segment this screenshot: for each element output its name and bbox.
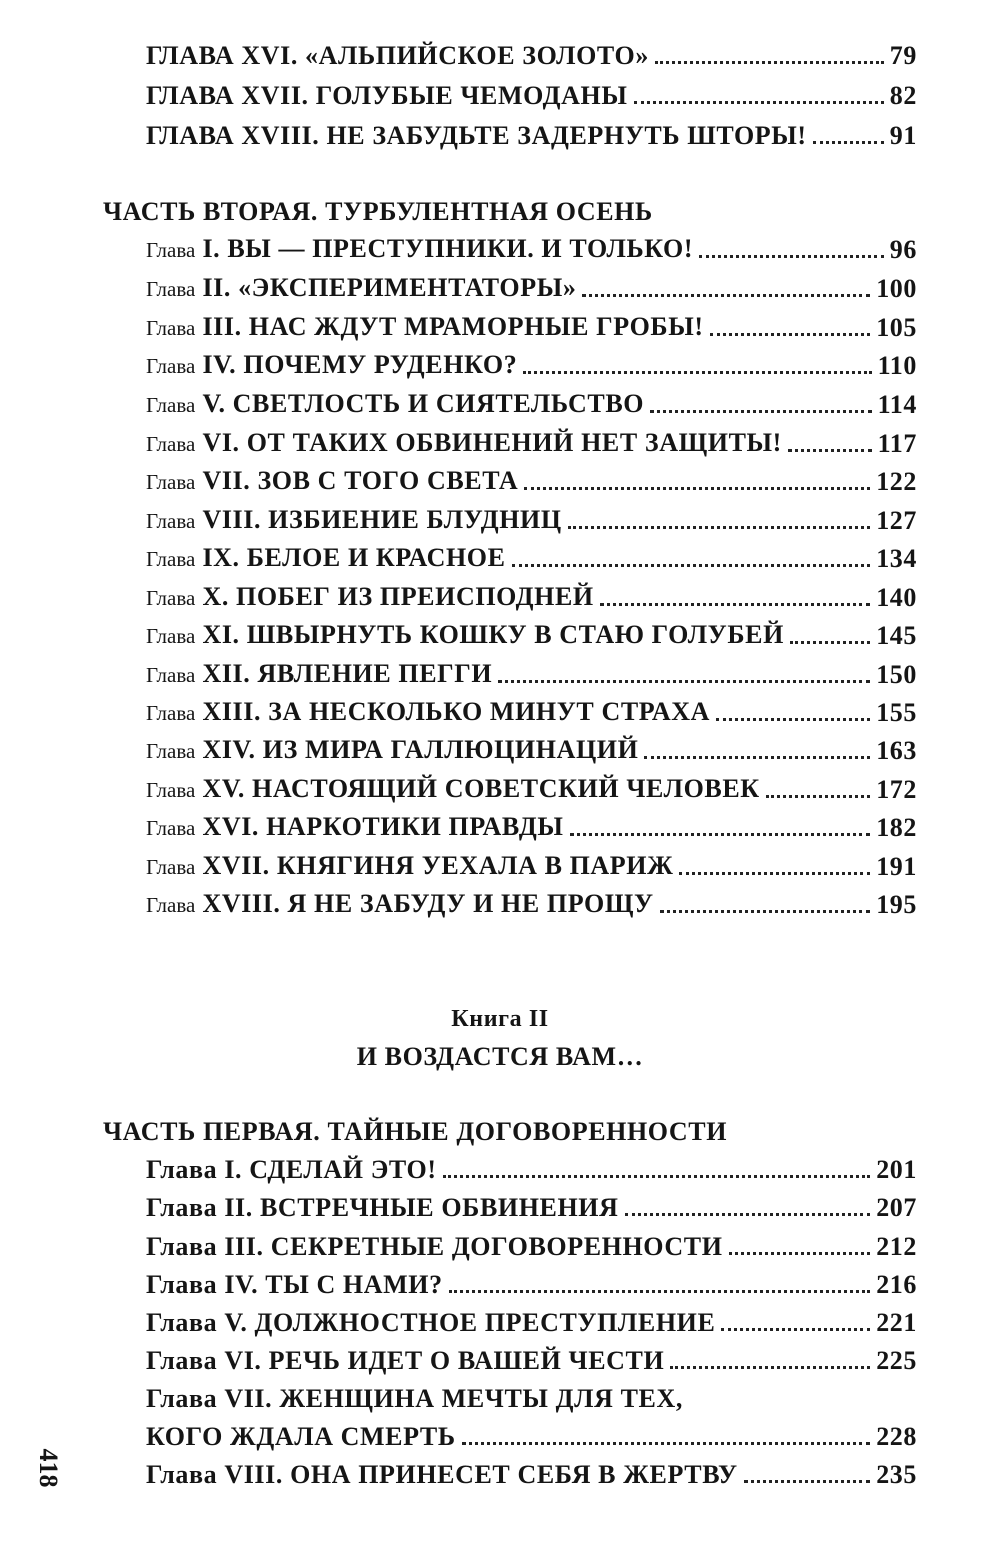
toc-entry <box>146 306 917 344</box>
toc-entry <box>146 806 917 844</box>
toc-entry <box>146 845 917 883</box>
chapter-title: Глава IV. ТЫ С НАМИ? <box>146 1270 443 1299</box>
page-number: 105 <box>876 313 917 342</box>
toc-entry <box>146 34 917 72</box>
part-heading: ЧАСТЬ ПЕРВАЯ. ТАЙНЫЕ ДОГОВОРЕННОСТИ <box>103 1117 728 1146</box>
page-number: 79 <box>889 41 917 70</box>
toc-entry <box>146 691 917 729</box>
chapter-title: ГЛАВА XVI. «АЛЬПИЙСКОЕ ЗОЛОТО» <box>146 41 649 70</box>
chapter-prefix: Глава <box>146 855 196 879</box>
chapter-title-continued: КОГО ЖДАЛА СМЕРТЬ <box>146 1422 456 1451</box>
dot-leader <box>699 255 884 258</box>
toc-entry <box>146 1225 917 1263</box>
page-number: 155 <box>876 698 917 727</box>
page-number: 127 <box>876 506 917 535</box>
toc-entry <box>146 228 917 266</box>
chapter-prefix: Глава <box>146 739 196 763</box>
chapter-prefix: Глава <box>146 470 196 494</box>
toc-entry <box>146 1148 917 1186</box>
page-number: 207 <box>876 1193 917 1222</box>
dot-leader <box>790 641 870 644</box>
chapter-title: V. СВЕТЛОСТЬ И СИЯТЕЛЬСТВО <box>202 389 645 418</box>
page-number: 114 <box>877 390 917 419</box>
chapter-title: XII. ЯВЛЕНИЕ ПЕГГИ <box>202 659 493 688</box>
toc-entry <box>146 499 917 537</box>
chapter-prefix: Глава <box>146 509 196 533</box>
chapter-title: XI. ШВЫРНУТЬ КОШКУ В СТАЮ ГОЛУБЕЙ <box>202 620 784 649</box>
chapter-prefix: Глава <box>146 238 196 262</box>
toc-entry <box>146 1186 917 1224</box>
toc-entry <box>146 1453 917 1491</box>
chapter-title: Глава VI. РЕЧЬ ИДЕТ О ВАШЕЙ ЧЕСТИ <box>146 1346 665 1375</box>
dot-leader <box>729 1252 871 1255</box>
toc-entry <box>146 883 917 921</box>
chapter-title: Глава VIII. ОНА ПРИНЕСЕТ СЕБЯ В ЖЕРТВУ <box>146 1460 738 1489</box>
chapter-prefix: Глава <box>146 432 196 456</box>
toc-entry-continuation <box>146 1415 917 1453</box>
dot-leader <box>710 333 871 336</box>
page-number: 163 <box>876 736 917 765</box>
toc-entry <box>146 653 917 691</box>
dot-leader <box>462 1442 871 1445</box>
dot-leader <box>512 564 871 567</box>
toc-entry <box>146 267 917 305</box>
page-number: 82 <box>889 81 917 110</box>
chapter-title: Глава II. ВСТРЕЧНЫЕ ОБВИНЕНИЯ <box>146 1193 619 1222</box>
chapter-prefix: Глава <box>146 277 196 301</box>
book-label: Книга II <box>451 1006 549 1032</box>
chapter-prefix: Глава <box>146 393 196 417</box>
page-number: 122 <box>876 467 917 496</box>
page-number: 235 <box>876 1460 917 1489</box>
toc-entry <box>146 768 917 806</box>
toc-entry <box>146 422 917 460</box>
chapter-title: Глава III. СЕКРЕТНЫЕ ДОГОВОРЕННОСТИ <box>146 1232 723 1261</box>
dot-leader <box>670 1366 870 1369</box>
chapter-title: XVII. КНЯГИНЯ УЕХАЛА В ПАРИЖ <box>202 851 674 880</box>
toc-entry <box>146 576 917 614</box>
part-heading: ЧАСТЬ ВТОРАЯ. ТУРБУЛЕНТНАЯ ОСЕНЬ <box>103 197 653 226</box>
chapter-prefix: Глава <box>146 547 196 571</box>
dot-leader <box>766 795 870 798</box>
toc-entry <box>146 614 917 652</box>
chapter-prefix: Глава <box>146 586 196 610</box>
dot-leader <box>443 1175 871 1178</box>
chapter-prefix: Глава <box>146 701 196 725</box>
chapter-title: Глава I. СДЕЛАЙ ЭТО! <box>146 1155 437 1184</box>
dot-leader <box>449 1290 870 1293</box>
page-number: 221 <box>876 1308 917 1337</box>
chapter-title: IV. ПОЧЕМУ РУДЕНКО? <box>202 350 518 379</box>
dot-leader <box>644 756 870 759</box>
dot-leader <box>788 449 872 452</box>
toc-entry <box>146 729 917 767</box>
toc-entry <box>146 114 917 152</box>
dot-leader <box>660 910 870 913</box>
chapter-title: XV. НАСТОЯЩИЙ СОВЕТСКИЙ ЧЕЛОВЕК <box>202 774 760 803</box>
chapter-prefix: Глава <box>146 663 196 687</box>
chapter-title: II. «ЭКСПЕРИМЕНТАТОРЫ» <box>202 273 577 302</box>
dot-leader <box>744 1480 870 1483</box>
dot-leader <box>813 141 884 144</box>
chapter-title: Глава VII. ЖЕНЩИНА МЕЧТЫ ДЛЯ ТЕХ, <box>146 1384 683 1413</box>
chapter-title: VIII. ИЗБИЕНИЕ БЛУДНИЦ <box>202 505 562 534</box>
chapter-title: X. ПОБЕГ ИЗ ПРЕИСПОДНЕЙ <box>202 582 594 611</box>
page-number: 145 <box>876 621 917 650</box>
page-number: 216 <box>876 1270 917 1299</box>
page-number: 182 <box>876 813 917 842</box>
page-number: 100 <box>876 274 917 303</box>
toc-entry <box>146 1263 917 1301</box>
toc-entry <box>146 1301 917 1339</box>
page-number: 117 <box>877 429 917 458</box>
dot-leader <box>721 1328 870 1331</box>
dot-leader <box>582 294 870 297</box>
chapter-title: VI. ОТ ТАКИХ ОБВИНЕНИЙ НЕТ ЗАЩИТЫ! <box>202 428 782 457</box>
dot-leader <box>523 371 871 374</box>
chapter-prefix: Глава <box>146 778 196 802</box>
toc-entry <box>146 74 917 112</box>
page-folio: 418 <box>34 1448 63 1488</box>
page-number: 134 <box>876 544 917 573</box>
book-title: И ВОЗДАСТСЯ ВАМ… <box>356 1042 644 1071</box>
page-number: 96 <box>889 235 917 264</box>
page-number: 195 <box>876 890 917 919</box>
chapter-prefix: Глава <box>146 893 196 917</box>
dot-leader <box>600 603 870 606</box>
chapter-title: XVI. НАРКОТИКИ ПРАВДЫ <box>202 812 564 841</box>
chapter-prefix: Глава <box>146 816 196 840</box>
toc-entry <box>146 1377 917 1415</box>
toc-entry <box>146 537 917 575</box>
toc-entry <box>146 383 917 421</box>
chapter-title: ГЛАВА XVII. ГОЛУБЫЕ ЧЕМОДАНЫ <box>146 81 628 110</box>
chapter-title: ГЛАВА XVIII. НЕ ЗАБУДЬТЕ ЗАДЕРНУТЬ ШТОРЫ! <box>146 121 807 150</box>
chapter-title: VII. ЗОВ С ТОГО СВЕТА <box>202 466 519 495</box>
chapter-title: XVIII. Я НЕ ЗАБУДУ И НЕ ПРОЩУ <box>202 889 654 918</box>
toc-entry <box>146 1339 917 1377</box>
page-number: 110 <box>877 351 917 380</box>
chapter-title: IX. БЕЛОЕ И КРАСНОЕ <box>202 543 506 572</box>
page-number: 140 <box>876 583 917 612</box>
chapter-title: Глава V. ДОЛЖНОСТНОЕ ПРЕСТУПЛЕНИЕ <box>146 1308 716 1337</box>
page-number: 225 <box>876 1346 917 1375</box>
page-number: 150 <box>876 660 917 689</box>
dot-leader <box>655 61 884 64</box>
dot-leader <box>650 410 871 413</box>
chapter-prefix: Глава <box>146 316 196 340</box>
dot-leader <box>634 101 884 104</box>
dot-leader <box>570 833 871 836</box>
chapter-title: XIII. ЗА НЕСКОЛЬКО МИНУТ СТРАХА <box>202 697 711 726</box>
page-number: 228 <box>876 1422 917 1451</box>
chapter-prefix: Глава <box>146 624 196 648</box>
toc-entry <box>146 344 917 382</box>
chapter-title: XIV. ИЗ МИРА ГАЛЛЮЦИНАЦИЙ <box>202 735 639 764</box>
page-number: 212 <box>876 1232 917 1261</box>
chapter-title: I. ВЫ — ПРЕСТУПНИКИ. И ТОЛЬКО! <box>202 234 694 263</box>
dot-leader <box>524 487 870 490</box>
chapter-title: III. НАС ЖДУТ МРАМОРНЫЕ ГРОБЫ! <box>202 312 704 341</box>
dot-leader <box>679 872 870 875</box>
dot-leader <box>498 680 870 683</box>
dot-leader <box>625 1213 871 1216</box>
page-number: 91 <box>889 121 917 150</box>
page-number: 172 <box>876 775 917 804</box>
chapter-prefix: Глава <box>146 354 196 378</box>
toc-entry <box>146 460 917 498</box>
page-number: 191 <box>876 852 917 881</box>
dot-leader <box>716 718 870 721</box>
dot-leader <box>568 526 871 529</box>
page-number: 201 <box>876 1155 917 1184</box>
